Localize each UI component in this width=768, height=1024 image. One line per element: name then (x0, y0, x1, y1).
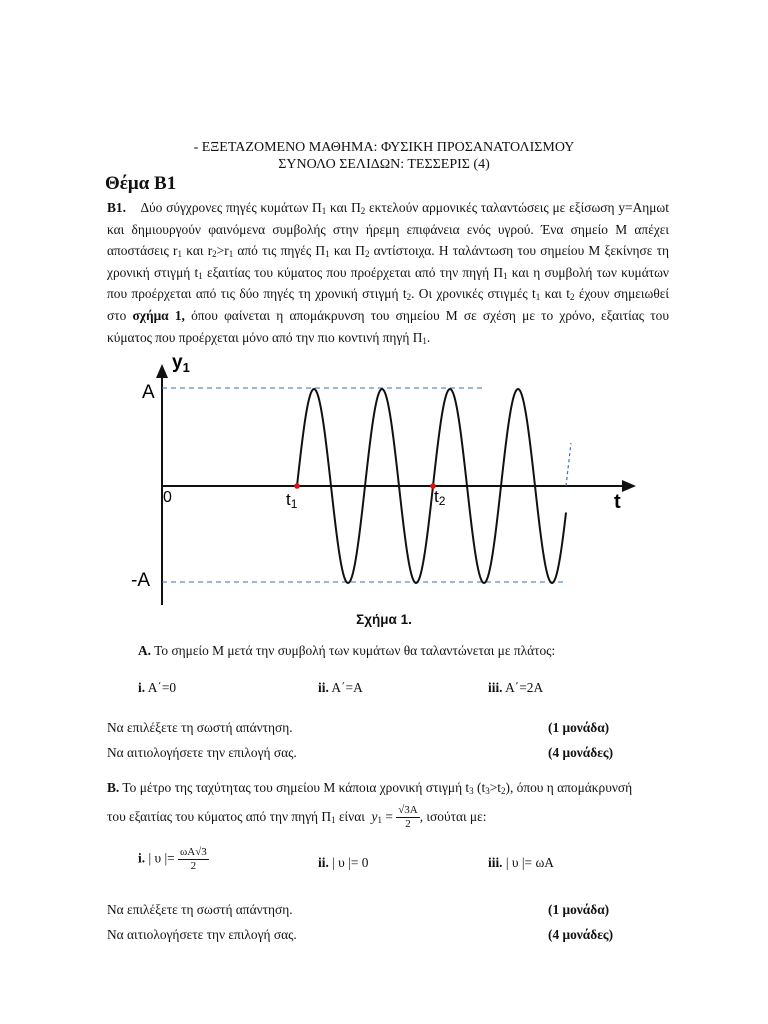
qb-choose-points: (1 μονάδα) (548, 902, 610, 917)
neg-amplitude-label: -A (131, 570, 150, 591)
qb-justify-text: Να αιτιολογήσετε την επιλογή σας. (107, 927, 297, 942)
header-subject: - ΕΞΕΤΑΖΟΜΕΝΟ ΜΑΘΗΜΑ: ΦΥΣΙΚΗ ΠΡΟΣΑΝΑΤΟΛΙΣΜΟΥ (193, 140, 575, 155)
t-axis-label: t (614, 491, 621, 513)
t2-label: t2 (434, 487, 446, 508)
y-axis-arrow (156, 364, 168, 378)
qb-choose-text: Να επιλέξετε τη σωστή απάντηση. (107, 902, 293, 917)
figure-ref: σχήμα 1, (132, 307, 185, 323)
wave-continuation (566, 443, 571, 486)
y-axis-label: $y_1$ (172, 352, 190, 375)
qa-choose-text: Να επιλέξετε τη σωστή απάντηση. (107, 720, 293, 735)
qa-choose-points: (1 μονάδα) (548, 720, 610, 735)
oscillation-graph (0, 340, 768, 610)
theme-title: Θέμα Β1 (105, 173, 177, 194)
t-axis-arrow (622, 480, 636, 492)
qa-justify-text: Να αιτιολογήσετε την επιλογή σας. (107, 745, 297, 760)
t1-label: t1 (286, 490, 298, 511)
question-a-text: Α. Το σημείο Μ μετά την συμβολή των κυμάτων θα ταλαντώνεται με πλάτος: (138, 643, 556, 658)
header-pages: ΣΥΝΟΛΟ ΣΕΛΙΔΩΝ: ΤΕΣΣΕΡΙΣ (4) (278, 157, 490, 172)
question-b-line2: του εξαιτίας του κύματος από την πηγή $\Pi_1$ είναι $y_1$ = $\frac{√3A}{2}$ , ισούται με: (107, 804, 487, 831)
option-a-i: i. A΄=0 (138, 680, 177, 695)
qb-justify-points: (4 μονάδες) (548, 927, 614, 942)
y1-fraction: $\frac{√3A}{2}$ (398, 804, 418, 831)
amplitude-label: A (142, 382, 155, 403)
option-b-i: i. | υ |= $\frac{\omega A√3}{2}$ (138, 846, 207, 872)
t1-marker (294, 483, 300, 489)
option-b-ii: ii. | υ |= 0 (318, 855, 369, 870)
qa-justify-points: (4 μονάδες) (548, 745, 614, 760)
question-label: Β1. (107, 200, 126, 215)
option-a-ii: ii. A΄=A (318, 680, 363, 695)
option-b-iii: iii. | υ |= ωA (488, 855, 554, 870)
origin-label: 0 (163, 489, 172, 506)
option-a-iii: iii. A΄=2A (488, 680, 544, 695)
question-b-line1: Β. Το μέτρο της ταχύτητας του σημείου Μ κάποια χρονική στιγμή $t_3$ $(t_3>t_2)$, όπου η απομάκρυνσή (107, 780, 633, 796)
figure-caption: Σχήμα 1. (356, 612, 412, 627)
intro-paragraph: Β1. Δύο σύγχρονες πηγές κυμάτων $\Pi_1$ και $\Pi_2$ εκτελούν αρμονικές ταλαντώσεις με εξίσωση y=Aημωt και δημιουργούν φαινόμενα συμβολής στην ήρεμη επιφάνεια ενός υγρού. Ένα σημείο Μ απέχει αποστάσεις $r_1$ και $r_2>r_1$ από τις πηγές $\Pi_1$ και $\Pi_2$ αντίστοιχα. Η ταλάντωση του σημείου Μ ξεκίνησε τη χρονική στιγμή $t_1$ εξαιτίας του κύματος που προέρχεται από την πηγή $\Pi_1$ και η συμβολή των κυμάτων που προέρχεται από τις δύο πηγές τη χρονική στιγμή $t_2$. Οι χρονικές στιγμές $t_1$ και $t_2$ έχουν σημειωθεί στο σχήμα 1, όπου φαίνεται η απομάκρυνση του σημείου Μ σε σχέση με το χρόνο, εξαιτίας του κύματος που προέρχεται μόνο από την πιο κοντινή πηγή $\Pi_1$. (107, 200, 669, 346)
